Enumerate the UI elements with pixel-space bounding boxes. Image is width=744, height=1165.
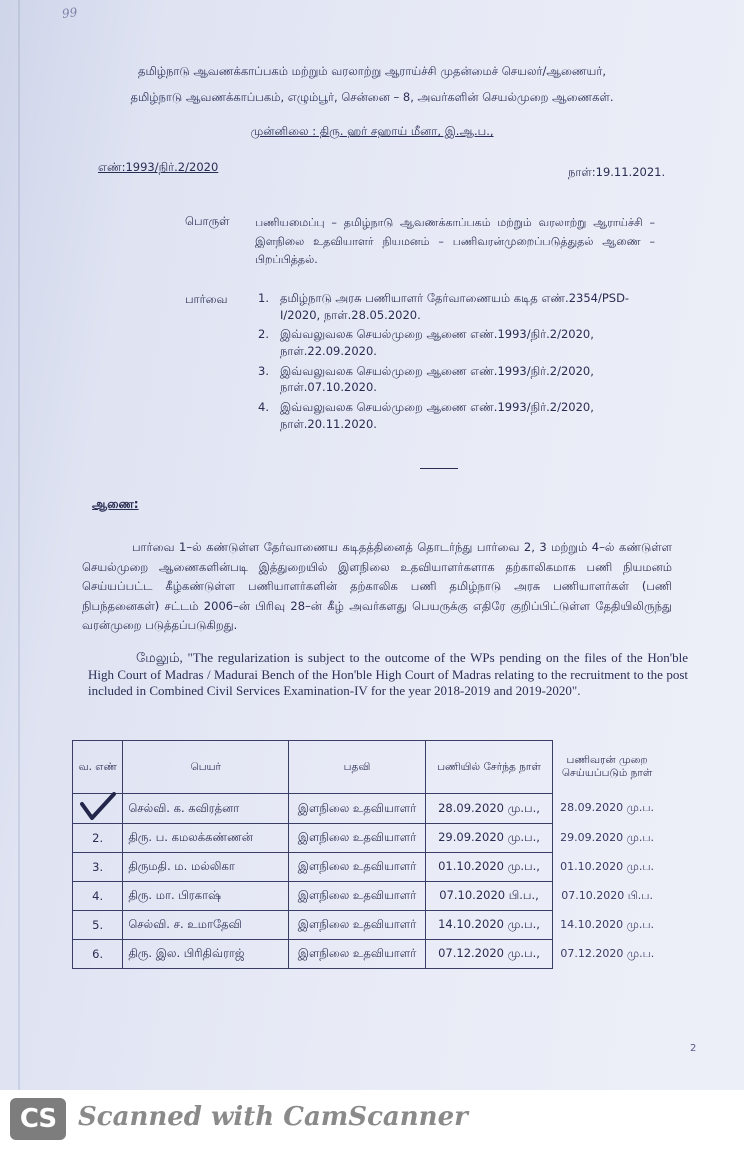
camscanner-logo-icon: CS xyxy=(10,1098,66,1140)
row-sl xyxy=(73,794,123,824)
table-row xyxy=(73,911,662,940)
reference-item: 2. இவ்வலுவலக செயல்முறை ஆணை எண்.1993/நிர்.2/2020, நாள்.22.09.2020. xyxy=(258,327,594,359)
row-name: திரு. ப. கமலக்கண்ணன் xyxy=(123,824,289,853)
page-fold-shadow xyxy=(18,0,20,1090)
header-line-1: தமிழ்நாடு ஆவணக்காப்பகம் மற்றும் வரலாற்று ஆராய்ச்சி முதன்மைச் செயலர்/ஆணையர், xyxy=(137,64,606,78)
row-regularized: 01.10.2020 மு.ப. xyxy=(560,859,655,873)
table-row xyxy=(73,853,662,882)
row-post: இளநிலை உதவியாளர் xyxy=(289,882,426,911)
row-joined: 07.12.2020 மு.ப., xyxy=(425,940,552,969)
order-paragraph-tamil: பார்வை 1–ல் கண்டுள்ள தேர்வாணைய கடிதத்தினைத் தொடர்ந்து பார்வை 2, 3 மற்றும் 4–ல் கண்டுள்ள செயல்முறை ஆணைகளின்படி இத்துறையில் இளநிலை உதவியாளர்களாக தற்காலிகமாக பணி நியமனம் செய்யப்பட்ட கீழ்கண்டுள்ள பணியாளர்களின் தற்காலிக பணி தமிழ்நாடு அரசு பணியாளர்கள் (பணி நிபந்தனைகள்) சட்டம் 2006–ன் பிரிவு 28–ன் கீழ் அவர்களது பெயருக்கு எதிரே குறிப்பிட்டுள்ள தேதியிலிருந்து வரன்முறை படுத்தப்படுகிறது. xyxy=(82,540,672,633)
header-post: பதவி xyxy=(289,741,426,794)
row-regularized: 29.09.2020 மு.ப. xyxy=(560,830,655,844)
reference-item: 4. இவ்வலுவலக செயல்முறை ஆணை எண்.1993/நிர்.2/2020, நாள்.20.11.2020. xyxy=(258,400,594,431)
staff-table xyxy=(72,740,662,969)
row-post: இளநிலை உதவியாளர் xyxy=(289,853,426,882)
checkmark-icon xyxy=(83,796,113,818)
row-post: இளநிலை உதவியாளர் xyxy=(289,824,426,853)
row-name: திரு. இல. பிரிதிவ்ராஜ் xyxy=(123,940,289,969)
reference-item: 1. தமிழ்நாடு அரசு பணியாளர் தேர்வாணையம் கடித எண்.2354/PSD-I/2020, நாள்.28.05.2020. xyxy=(258,291,630,322)
order-date: நாள்:19.11.2021. xyxy=(568,165,666,179)
order-heading: ஆணை: xyxy=(92,497,139,511)
header-sl: வ. எண் xyxy=(73,741,123,794)
handwritten-corner-mark: 99 xyxy=(61,5,79,21)
row-regularized: 28.09.2020 மு.ப. xyxy=(560,801,655,814)
row-sl: 6. xyxy=(73,940,123,969)
order-paragraph-english: மேலும், "The regularization is subject to the outcome of the WPs pending on the files of the Hon'ble High Court of Madras / Madurai Bench of the Hon'ble High Court of Madras relating to the recruitment to the post included in Combined Civil Services Examination-IV for the year 2018-2019 and 2019-2020". xyxy=(88,650,688,699)
row-sl: 4. xyxy=(73,882,123,911)
row-name: திரு. மா. பிரகாஷ் xyxy=(123,882,289,911)
row-joined: 01.10.2020 மு.ப., xyxy=(425,853,552,882)
row-joined: 29.09.2020 மு.ப., xyxy=(425,824,552,853)
table-header-row xyxy=(73,741,662,794)
reference-item: 3. இவ்வலுவலக செயல்முறை ஆணை எண்.1993/நிர்.2/2020, நாள்.07.10.2020. xyxy=(258,363,594,395)
row-regularized: 07.12.2020 மு.ப. xyxy=(560,946,655,960)
row-name: திருமதி. ம. மல்லிகா xyxy=(123,853,289,882)
table-row xyxy=(73,794,662,824)
table-row xyxy=(73,882,662,911)
header-regularized: பணிவரன் முறை செய்யப்படும் நாள் xyxy=(561,754,653,779)
scanner-footer xyxy=(0,1090,744,1165)
table-row xyxy=(73,824,662,853)
row-sl: 2. xyxy=(73,824,123,853)
references-list xyxy=(258,290,648,435)
table-row xyxy=(73,940,662,969)
subject-text: பணியமைப்பு – தமிழ்நாடு ஆவணக்காப்பகம் மற்றும் வரலாற்று ஆராய்ச்சி – இளநிலை உதவியாளர் நியமனம் – பணிவரன்முறைப்படுத்துதல் ஆணை – பிறப்பித்தல். xyxy=(255,216,655,267)
row-regularized: 07.10.2020 பி.ப. xyxy=(561,888,653,902)
row-sl: 5. xyxy=(73,911,123,940)
row-sl: 3. xyxy=(73,853,123,882)
row-name: செல்வி. ச. உமாதேவி xyxy=(123,911,289,940)
reference-number: எண்:1993/நிர்.2/2020 xyxy=(98,160,219,174)
page-number: 2 xyxy=(690,1043,697,1054)
subject-label: பொருள் xyxy=(185,214,230,228)
row-regularized: 14.10.2020 மு.ப. xyxy=(560,917,655,931)
row-joined: 28.09.2020 மு.ப., xyxy=(425,794,552,824)
presiding-officer: முன்னிலை : திரு. ஹர் சஹாய் மீனா, இ.ஆ.ப., xyxy=(250,124,494,138)
row-post: இளநிலை உதவியாளர் xyxy=(289,911,426,940)
references-label: பார்வை xyxy=(185,292,228,306)
row-post: இளநிலை உதவியாளர் xyxy=(289,940,426,969)
scanner-watermark: Scanned with CamScanner xyxy=(78,1102,468,1132)
section-divider xyxy=(420,468,458,469)
row-joined: 07.10.2020 பி.ப., xyxy=(425,882,552,911)
header-line-2: தமிழ்நாடு ஆவணக்காப்பகம், எழும்பூர், சென்னை – 8, அவர்களின் செயல்முறை ஆணைகள். xyxy=(130,90,614,104)
header-name: பெயர் xyxy=(123,741,289,794)
row-post: இளநிலை உதவியாளர் xyxy=(289,794,426,824)
row-name: செல்வி. க. கவிரத்னா xyxy=(123,794,289,824)
row-joined: 14.10.2020 மு.ப., xyxy=(425,911,552,940)
header-joined: பணியில் சேர்ந்த நாள் xyxy=(425,741,552,794)
